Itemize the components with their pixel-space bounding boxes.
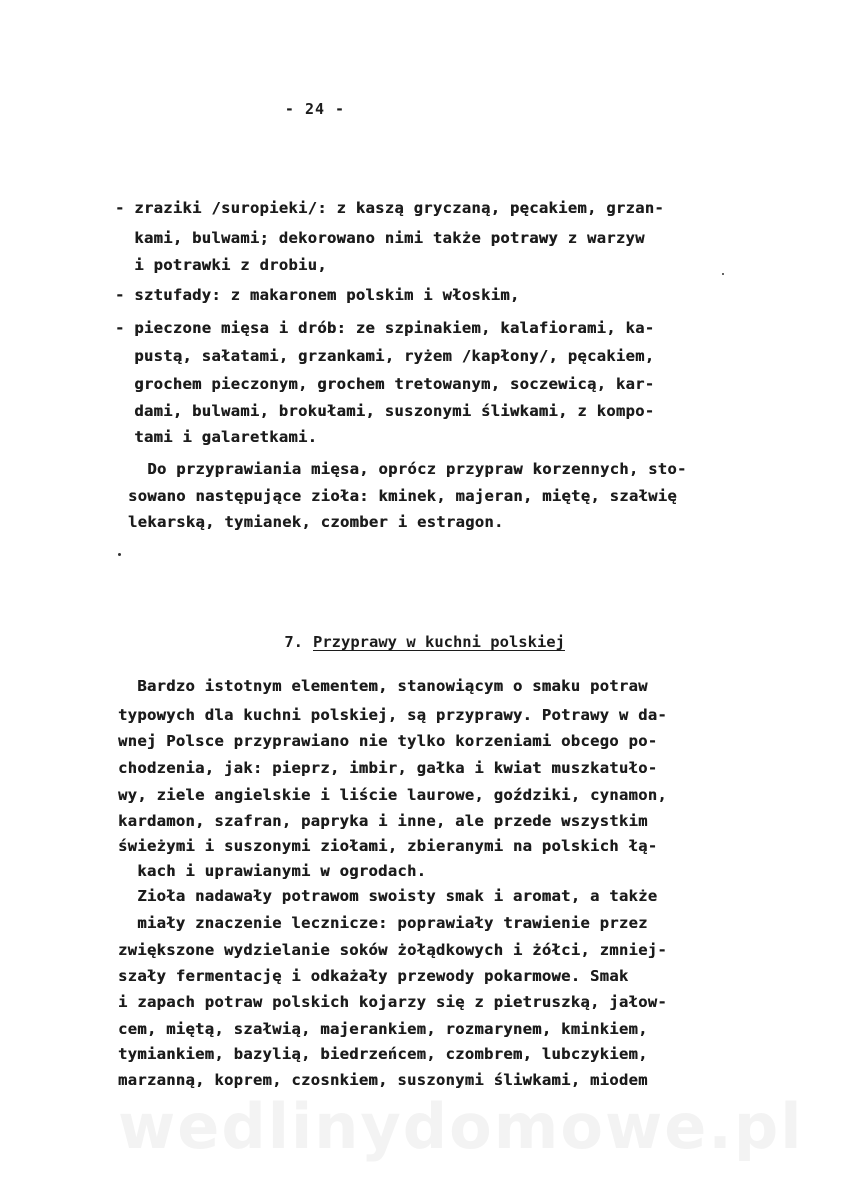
paragraph-2-line: wy, ziele angielskie i liście laurowe, goździki, cynamon, xyxy=(118,786,668,804)
section-title: Przyprawy w kuchni polskiej xyxy=(313,633,565,651)
paragraph-2-line: typowych dla kuchni polskiej, są przyprawy. Potrawy w da- xyxy=(118,706,668,724)
paragraph-3-line: i zapach potraw polskich kojarzy się z pietruszką, jałow- xyxy=(118,993,668,1011)
paragraph-2-line: wnej Polsce przyprawiano nie tylko korzeniami obcego po- xyxy=(118,732,658,750)
list-item_2-line: - sztufady: z makaronem polskim i włoskim, xyxy=(115,286,520,304)
paragraph-2-line: Bardzo istotnym elementem, stanowiącym o smaku potraw xyxy=(118,677,648,695)
paragraph-1-line: Do przyprawiania mięsa, oprócz przypraw korzennych, sto- xyxy=(128,460,687,478)
paragraph-2-line: świeżymi i suszonymi ziołami, zbieranymi na polskich łą- xyxy=(118,837,658,855)
scan-speck xyxy=(118,553,121,556)
section-heading xyxy=(247,615,565,669)
list-item_3-line: - pieczone mięsa i drób: ze szpinakiem, kalafiorami, ka- xyxy=(115,319,655,337)
list-item_3-line: dami, bulwami, brokułami, suszonymi śliwkami, z kompo- xyxy=(115,402,655,420)
list-item_1-line: kami, bulwami; dekorowano nimi także potrawy z warzyw xyxy=(115,229,645,247)
paragraph-3-line: marzanną, koprem, czosnkiem, suszonymi śliwkami, miodem xyxy=(118,1071,648,1089)
list-item_3-line: pustą, sałatami, grzankami, ryżem /kapłony/, pęcakiem, xyxy=(115,347,655,365)
list-item_1-line: i potrawki z drobiu, xyxy=(115,256,327,274)
paragraph-2-line: kach i uprawianymi w ogrodach. xyxy=(118,862,427,880)
list-item_3-line: grochem pieczonym, grochem tretowanym, soczewicą, kar- xyxy=(115,375,655,393)
paragraph-1-line: sowano następujące zioła: kminek, majeran, miętę, szałwię xyxy=(128,487,678,505)
paragraph-3-line: tymiankiem, bazylią, biedrzeńcem, czombrem, lubczykiem, xyxy=(118,1045,648,1063)
paragraph-3-line: miały znaczenie lecznicze: poprawiały trawienie przez xyxy=(118,914,648,932)
paragraph-3-line: szały fermentację i odkażały przewody pokarmowe. Smak xyxy=(118,967,629,985)
paragraph-2-line: kardamon, szafran, papryka i inne, ale przede wszystkim xyxy=(118,812,648,830)
paragraph-3-line: cem, miętą, szałwią, majerankiem, rozmarynem, kminkiem, xyxy=(118,1020,648,1038)
section-number: 7. xyxy=(284,633,303,651)
watermark-logo: wedlinydomowe.pl xyxy=(118,1090,804,1163)
paragraph-1-line: lekarską, tymianek, czomber i estragon. xyxy=(128,513,504,531)
scan-speck xyxy=(722,273,724,275)
paragraph-3-line: Zioła nadawały potrawom swoisty smak i aromat, a także xyxy=(118,887,658,905)
page-number: - 24 - xyxy=(284,100,346,118)
list-item_1-line: - zraziki /suropieki/: z kaszą gryczaną, pęcakiem, grzan- xyxy=(115,199,665,217)
list-item_3-line: tami i galaretkami. xyxy=(115,428,318,446)
paragraph-3-line: zwiększone wydzielanie soków żołądkowych i żółci, zmniej- xyxy=(118,941,668,959)
paragraph-2-line: chodzenia, jak: pieprz, imbir, gałka i kwiat muszkatuło- xyxy=(118,759,658,777)
